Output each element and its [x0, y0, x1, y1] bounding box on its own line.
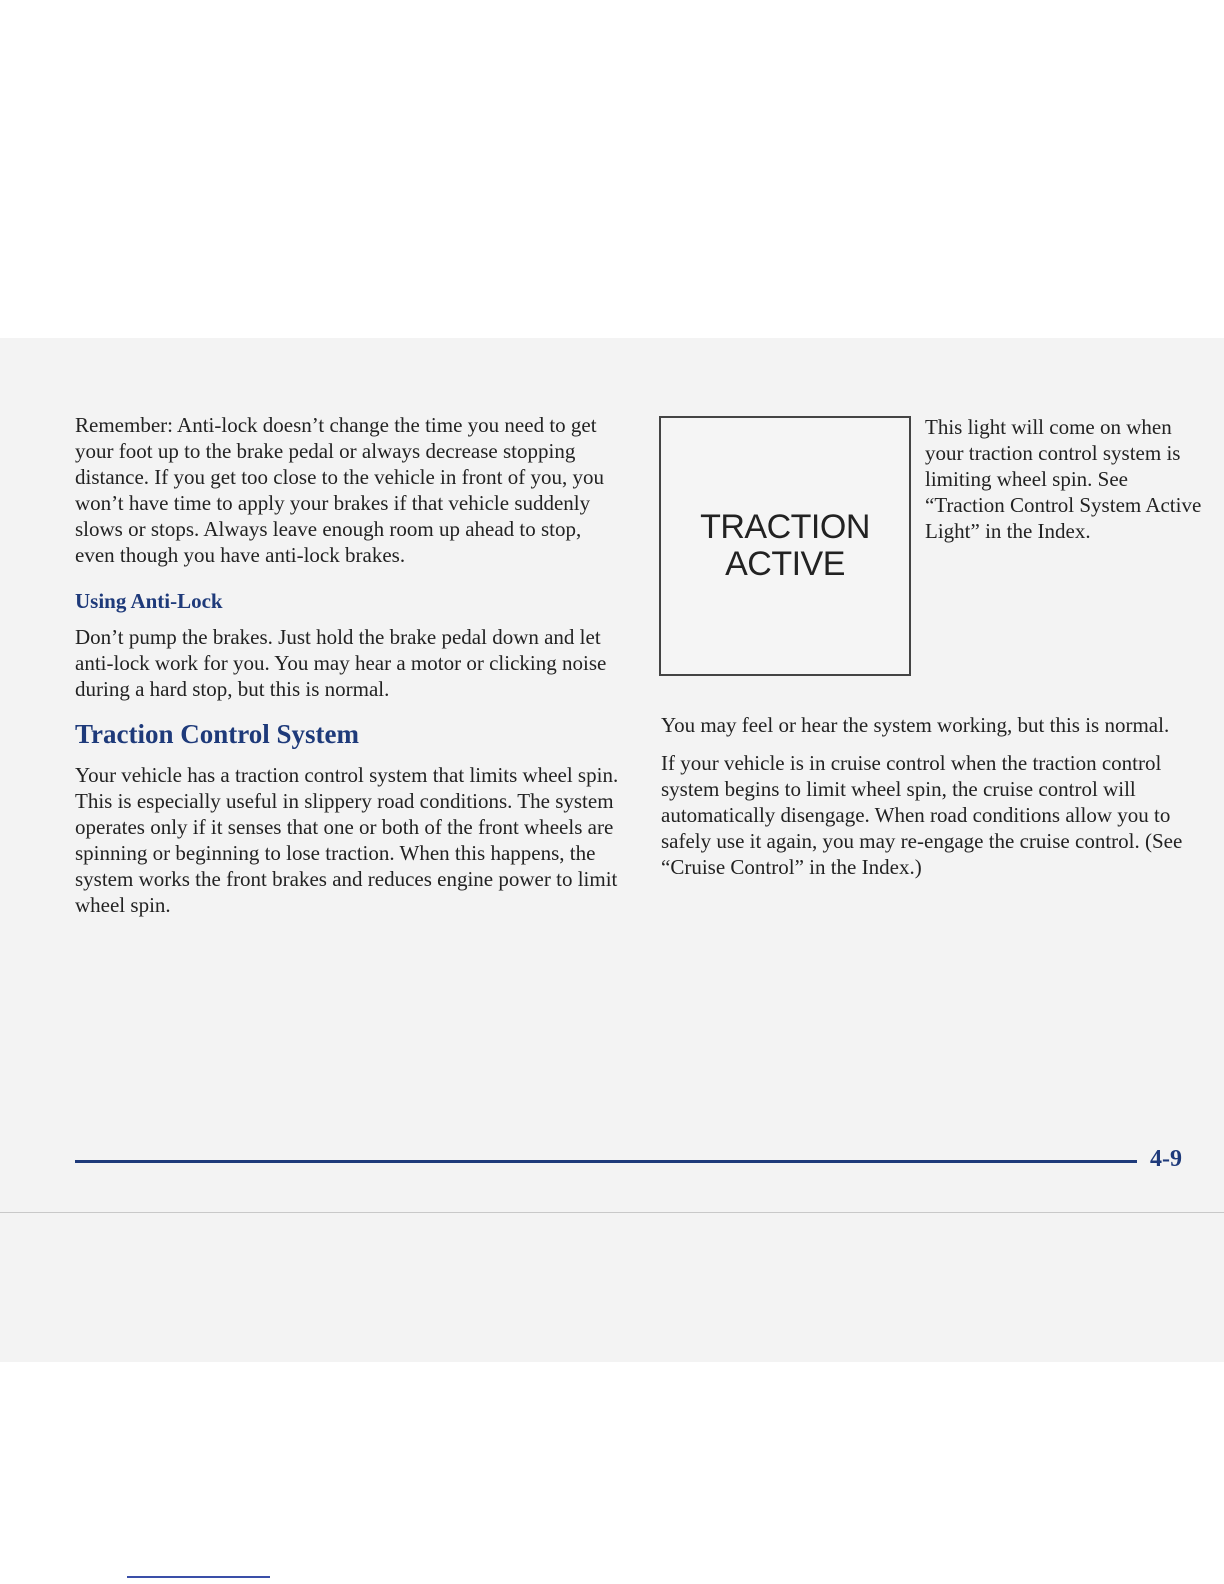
- indicator-line-1: TRACTION: [700, 508, 870, 546]
- left-column: [75, 412, 625, 918]
- paragraph-traction-control: Your vehicle has a traction control system that limits wheel spin. This is especially useful in slippery road conditions. The system operates only if it senses that one or both of the front wheels are spinning or beginning to lose traction. When this happens, the system works the front brakes and reduces engine power to limit wheel spin.: [75, 763, 619, 917]
- paragraph-remember: Remember: Anti-lock doesn’t change the time you need to get your foot up to the brake pedal or always decrease stopping distance. If you get too close to the vehicle in front of you, you won’t have time to apply your brakes if that vehicle suddenly slows or stops. Always leave enough room up ahead to stop, even though you have anti-lock brakes.: [75, 413, 604, 567]
- right-column: [661, 712, 1191, 880]
- indicator-note: [925, 414, 1205, 544]
- section-title-traction-control: Traction Control System: [75, 719, 359, 749]
- bottom-underline: [127, 1576, 270, 1578]
- light-note-text: This light will come on when your traction control system is limiting wheel spin. See “Traction Control System Active Light” in the Index.: [925, 415, 1202, 543]
- indicator-line-2: ACTIVE: [725, 545, 845, 583]
- footer-rule: [75, 1160, 1137, 1163]
- scan-divider: [0, 1212, 1224, 1213]
- subheading-using-anti-lock: Using Anti-Lock: [75, 589, 223, 613]
- paragraph-cruise-control: If your vehicle is in cruise control when the traction control system begins to limit wheel spin, the cruise control will automatically disengage. When road conditions allow you to safely use it again, you may re-engage the cruise control. (See “Cruise Control” in the Index.): [661, 751, 1183, 879]
- traction-active-indicator: [659, 416, 911, 676]
- page-number: 4-9: [1150, 1146, 1182, 1172]
- paragraph-using-anti-lock: Don’t pump the brakes. Just hold the brake pedal down and let anti-lock work for you. You may hear a motor or clicking noise during a hard stop, but this is normal.: [75, 625, 607, 701]
- paragraph-system-normal: You may feel or hear the system working, but this is normal.: [661, 713, 1170, 737]
